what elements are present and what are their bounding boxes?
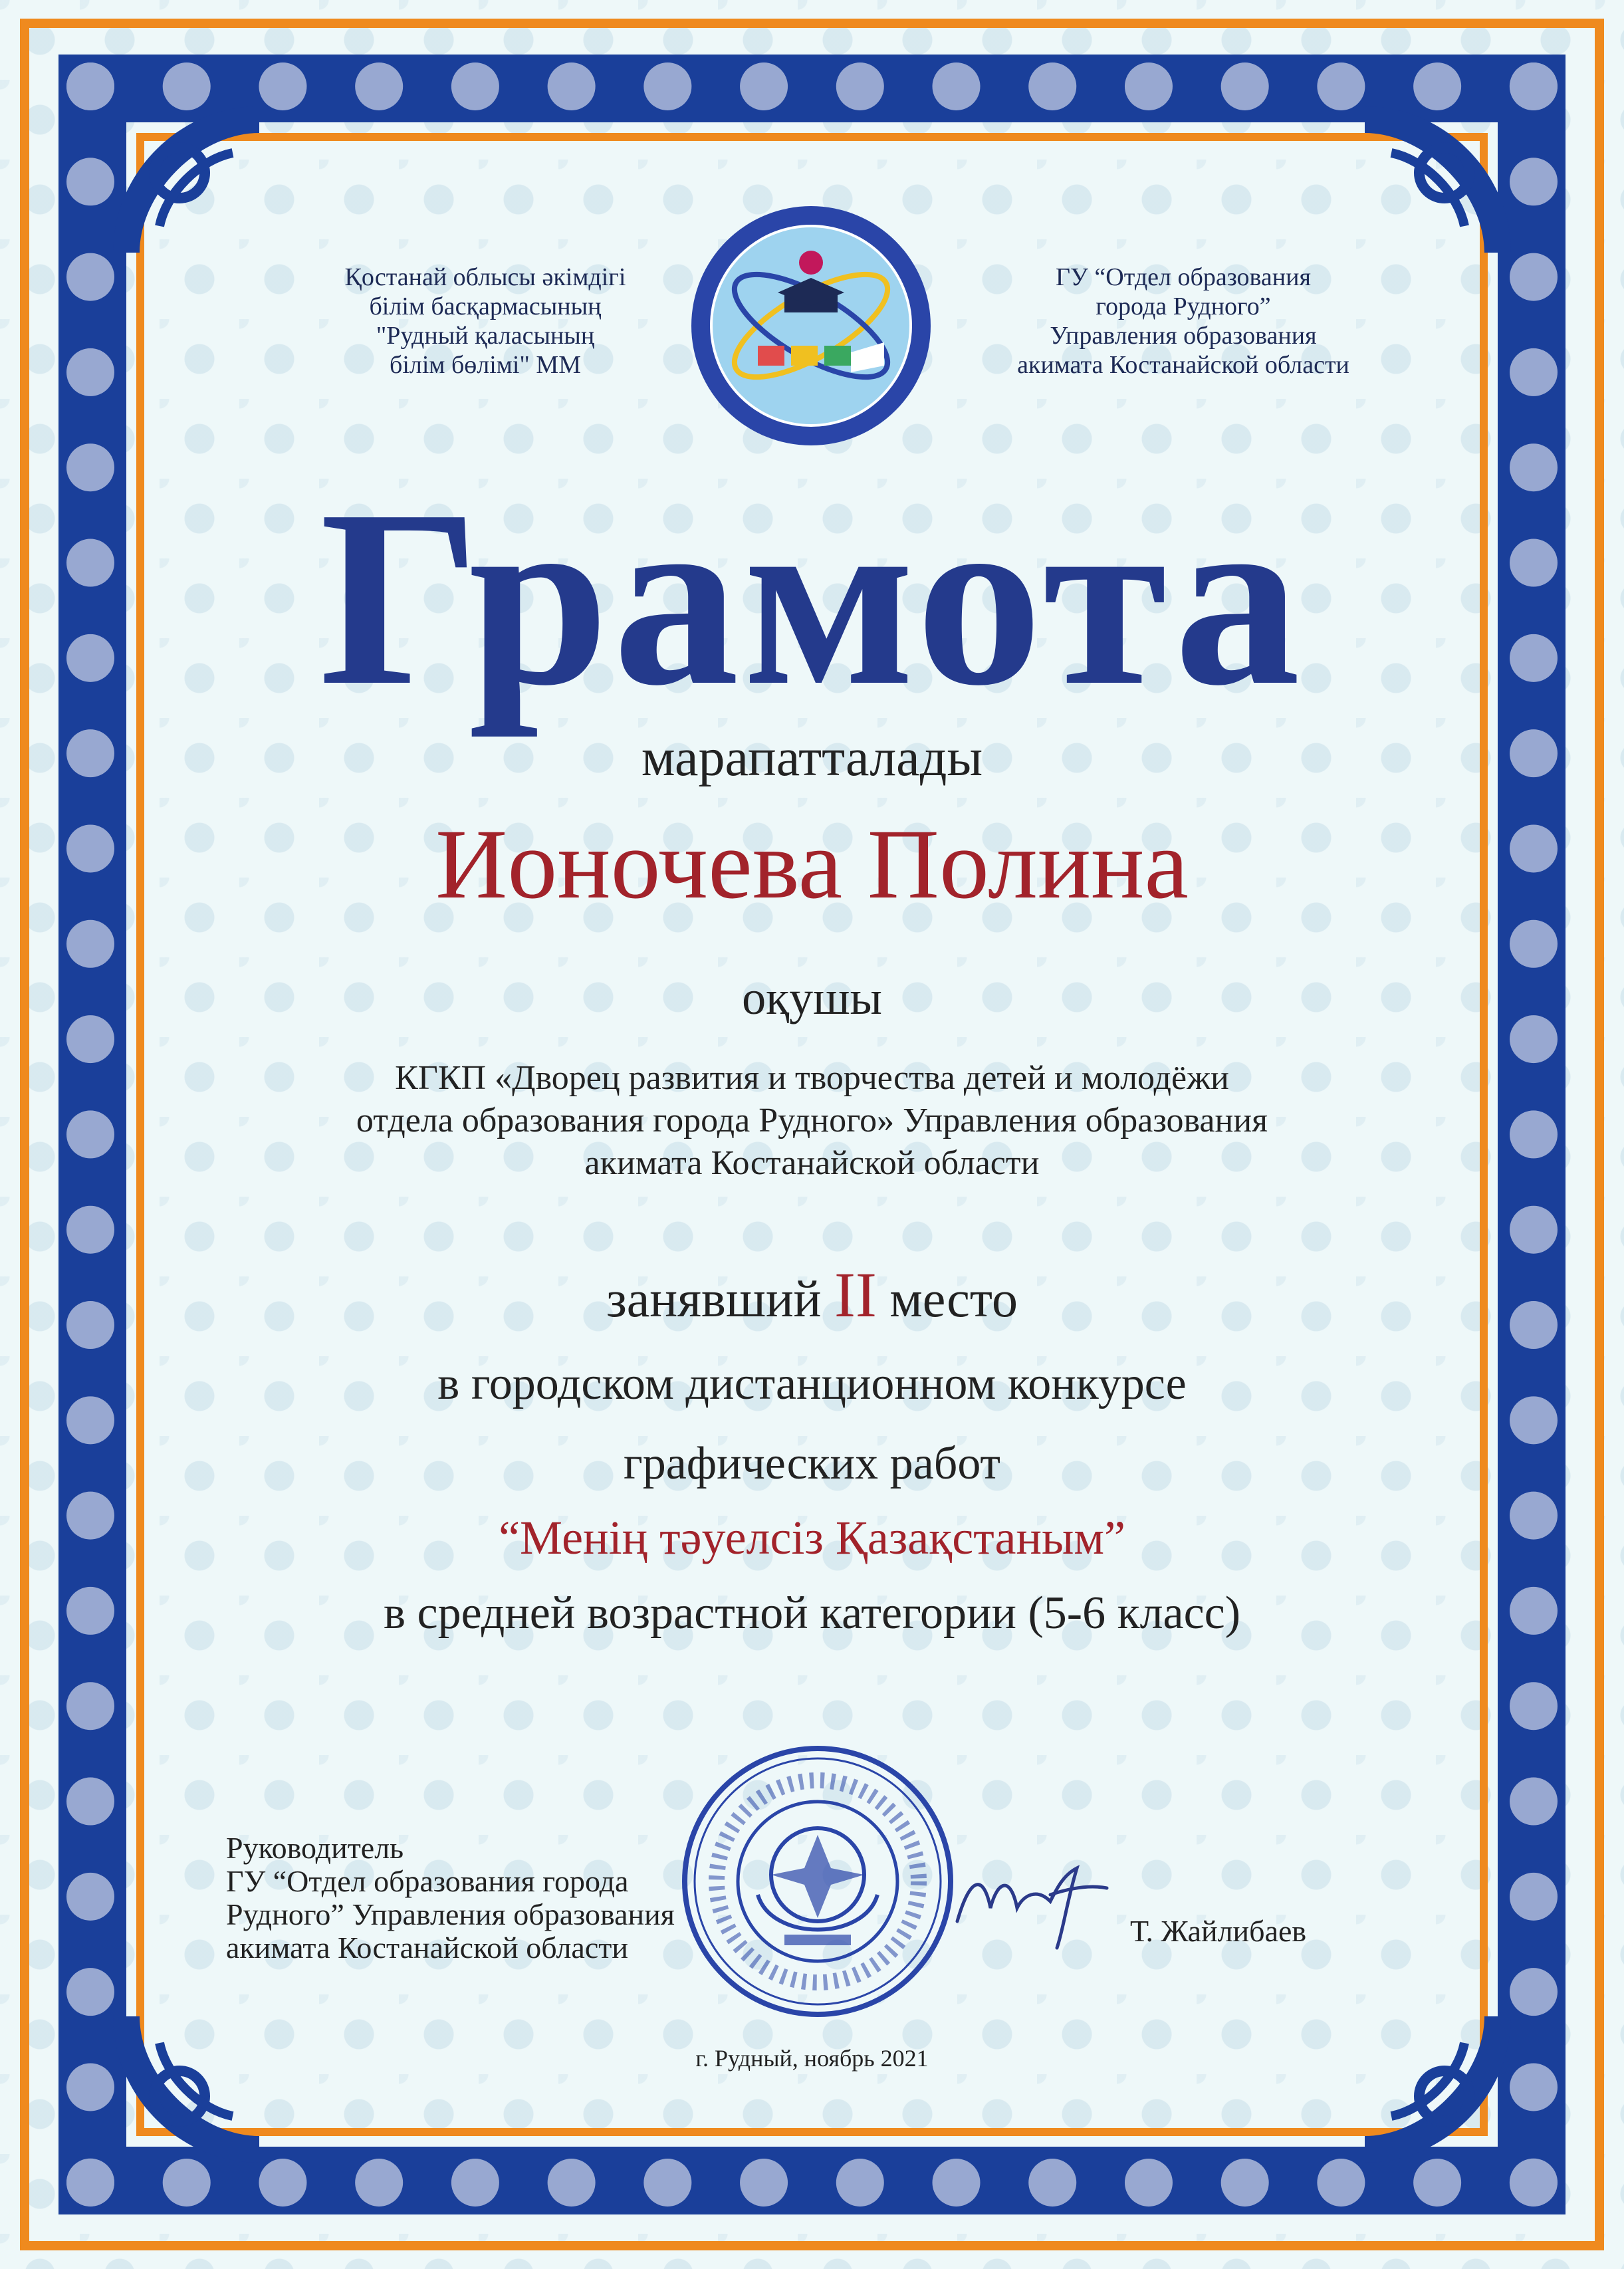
- city-and-date: г. Рудный, ноябрь 2021: [695, 2045, 929, 2072]
- age-category: в средней возрастной категории (5-6 класс): [383, 1588, 1241, 1639]
- corner-ornament-top-left: [100, 93, 273, 266]
- corner-ornament-top-right: [1351, 93, 1524, 266]
- issuer-kazakh: Қостанай облысы әкімдігі білім басқармасының "Рудный қаласының білім бөлімі" ММ: [344, 263, 626, 379]
- contest-description-line2: графических работ: [623, 1438, 1000, 1489]
- place-suffix: место: [889, 1270, 1018, 1328]
- contest-title: “Менің тәуелсіз Қазақстаным”: [499, 1511, 1125, 1564]
- education-department-emblem: [685, 199, 937, 452]
- place-prefix: занявший: [606, 1270, 822, 1328]
- institution-name: КГКП «Дворец развития и творчества детей и молодёжи отдела образования города Рудного» Управления образования акимата Костанайской области: [356, 1059, 1268, 1182]
- issuer-russian: ГУ “Отдел образования города Рудного” Управления образования акимата Костанайской области: [1017, 263, 1349, 379]
- place-number: II: [834, 1259, 877, 1330]
- corner-ornament-bottom-left: [100, 2003, 273, 2176]
- awarded-text: марапатталады: [641, 729, 983, 787]
- handwritten-signature: [951, 1848, 1110, 1955]
- official-seal: [678, 1742, 957, 2021]
- signer-name: Т. Жайлибаев: [1130, 1914, 1307, 1948]
- leader-position: Руководитель ГУ “Отдел образования города Рудного” Управления образования акимата Костанайской области: [226, 1831, 675, 1965]
- recipient-name: Ионочева Полина: [435, 809, 1189, 919]
- contest-description-line1: в городском дистанционном конкурсе: [437, 1358, 1187, 1409]
- place-awarded: [0, 1259, 1624, 1331]
- corner-ornament-bottom-right: [1351, 2003, 1524, 2176]
- certificate-title: Грамота: [319, 458, 1305, 738]
- recipient-role: оқушы: [742, 971, 882, 1024]
